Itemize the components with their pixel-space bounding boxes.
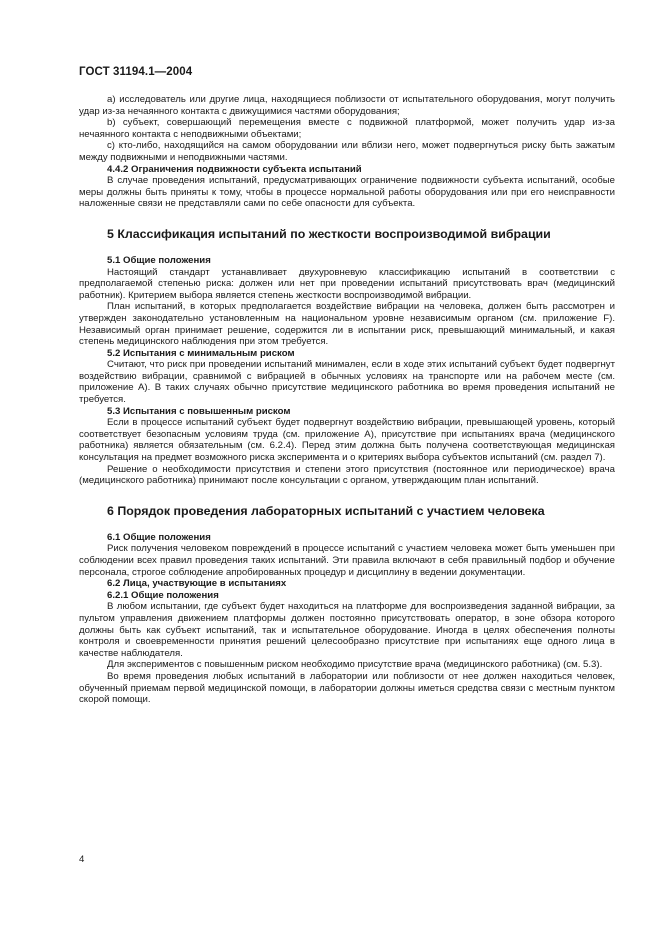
section-heading: 6 Порядок проведения лабораторных испытаний с участием человека	[107, 503, 545, 518]
paragraph: Решение о необходимости присутствия и степени этого присутствия (постоянное или периодическое) врача (медицинского работника) принимают после консультации с органом, утверждающим план испытаний.	[79, 463, 615, 487]
paragraph: Настоящий стандарт устанавливает двухуровневую классификацию испытаний в соответствии с предполагаемой степенью риска: должен или нет при проведении испытаний присутствовать врач (медицинский работник). Критерием выбора является степень жесткости воспроизводимой вибрации.	[79, 266, 615, 301]
subsection-heading: 6.2 Лица, участвующие в испытаниях	[107, 578, 287, 590]
section-heading: 5 Классификация испытаний по жесткости воспроизводимой вибрации	[107, 226, 551, 241]
paragraph: Если в процессе испытаний субъект будет подвергнут воздействию вибрации, превышающей уровень, который соответствует безопасным условиям труда (см. приложение А), присутствие при испытаниях врача (медицинского работника) является обязательным (см. 6.2.4). Перед этим должна быть получена соответствующая медицинская консультация на предмет возможного риска эксперимента и о критериях выбора субъектов испытаний (см. раздел 7).	[79, 417, 615, 464]
paragraph: c) кто-либо, находящийся на самом оборудовании или вблизи него, может подвергнуться риску быть зажатым между подвижными и неподвижными частями.	[79, 140, 615, 163]
paragraph: Для экспериментов с повышенным риском необходимо присутствие врача (медицинского работника) (см. 5.3).	[107, 659, 603, 671]
paragraph: Риск получения человеком повреждений в процессе испытаний с участием человека может быть уменьшен при соблюдении всех правил проведения таких испытаний. Эти правила включают в себя правильный подбор и обучение персонала, строгое соблюдение апробированных процедур и дисциплину в ведении документации.	[79, 543, 615, 578]
page-number: 4	[79, 854, 85, 865]
document-body	[79, 94, 615, 706]
document-header: ГОСТ 31194.1—2004	[79, 66, 193, 78]
subsection-heading: 6.1 Общие положения	[107, 531, 211, 543]
paragraph: В случае проведения испытаний, предусматривающих ограничение подвижности субъекта испытаний, особые меры должны быть приняты к тому, чтобы в процессе нормальной работы оборудования или при его неисправности наложенные связи не представляли сами по себе опасности для субъекта.	[79, 175, 615, 210]
subsection-heading: 5.3 Испытания с повышенным риском	[107, 405, 291, 417]
subsection-heading: 6.2.1 Общие положения	[107, 589, 219, 601]
paragraph: Во время проведения любых испытаний в лаборатории или поблизости от нее должен находиться человек, обученный приемам первой медицинской помощи, в лаборатории должны иметься средства связи с местным пунктом скорой помощи.	[79, 670, 615, 706]
paragraph: В любом испытании, где субъект будет находиться на платформе для воспроизведения заданной вибрации, за пультом управления движением платформы должен постоянно присутствовать оператор, в зоне обзора которого должны быть как субъект испытаний, так и испытательное оборудование. Иногда в целях обеспечения полноты контроля и своевременности принятия решений целесообразно присутствие при испытаниях еще одного лица в качестве наблюдателя.	[79, 601, 615, 659]
subsection-heading: 5.2 Испытания с минимальным риском	[107, 347, 295, 359]
paragraph: b) субъект, совершающий перемещения вместе с подвижной платформой, может получить удар из-за нечаянного контакта с неподвижными объектами;	[79, 117, 615, 140]
paragraph: План испытаний, в которых предполагается воздействие вибрации на человека, должен быть рассмотрен и утвержден законодательно установленным на национальном уровне независимым органом (см. приложение F). Независимый орган принимает решение, содержится ли в испытании риск, превышающий минимальный, и какая степень медицинского наблюдения при этом требуется.	[79, 301, 615, 348]
paragraph: a) исследователь или другие лица, находящиеся поблизости от испытательного оборудования, могут получить удар из-за нечаянного контакта с движущимися частями оборудования;	[79, 94, 615, 117]
subsection-heading: 4.4.2 Ограничения подвижности субъекта испытаний	[107, 163, 362, 175]
paragraph: Считают, что риск при проведении испытаний минимален, если в ходе этих испытаний субъект будет подвергнут воздействию вибрации, сравнимой с вибрацией в обычных условиях на транспорте или на рабочем месте (см. приложение А). В таких случаях обычно присутствие медицинского работника во время проведения испытаний не требуется.	[79, 359, 615, 406]
subsection-heading: 5.1 Общие положения	[107, 254, 211, 266]
